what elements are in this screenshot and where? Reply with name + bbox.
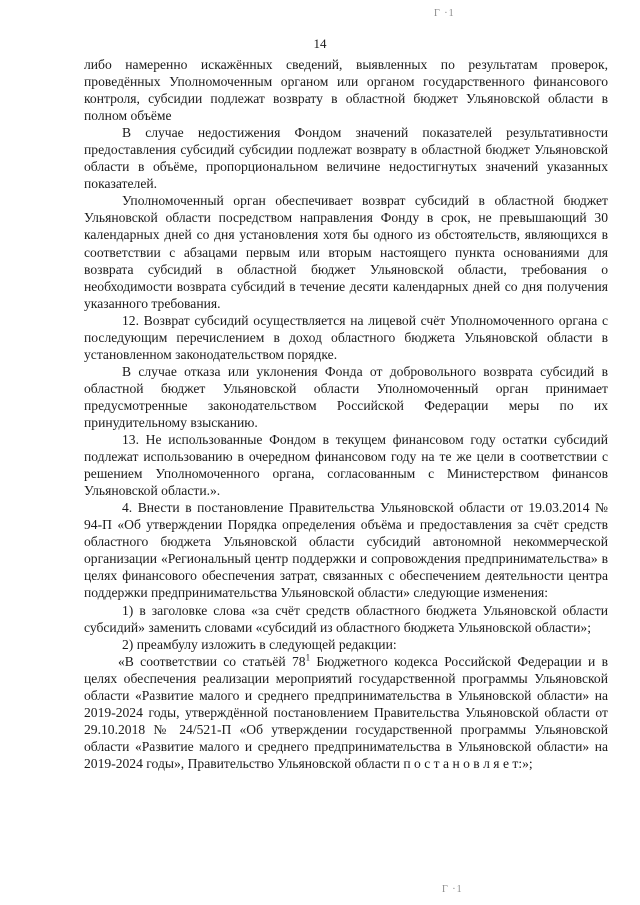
paragraph-item-13: 13. Не использованные Фондом в текущем финансовом году остатки субсидий подлежат использованию в очередном финансовом году на те же цели в соответствии с решением Уполномоченного органа, согласованным с Министерством финансов Ульяновской области.». bbox=[84, 432, 608, 499]
paragraph-preamble bbox=[84, 653, 608, 772]
paragraph-continuation: либо намеренно искажённых сведений, выявленных по результатам проверок, проведённых Уполномоченным органом или органом государственного финансового контроля, субсидии подлежат возврату в областной бюджет Ульяновской области в полном объёме bbox=[84, 57, 608, 124]
scan-mark-top: Г ·1 bbox=[434, 8, 455, 19]
paragraph-amendment-1: 1) в заголовке слова «за счёт средств областного бюджета Ульяновской области субсидий» заменить словами «субсидий из областного бюджета Ульяновской области»; bbox=[84, 602, 608, 635]
scan-mark-bottom: Г ·1 bbox=[442, 884, 463, 895]
preamble-start: «В соответствии со статьёй 78 bbox=[118, 653, 306, 669]
paragraph-refusal: В случае отказа или уклонения Фонда от добровольного возврата субсидий в областной бюджет Ульяновской области Уполномоченный орган принимает предусмотренные законодательством Российской Федерации меры по их принудительному взысканию. bbox=[84, 363, 608, 430]
paragraph-return-requirement: Уполномоченный орган обеспечивает возврат субсидий в областной бюджет Ульяновской области посредством направления Фонду в срок, не превышающий 30 календарных дней со дня установления хотя бы одного из обстоятельств, являющихся в соответствии с абзацами первым или вторым настоящего пункта основаниями для возврата субсидий в областной бюджет Ульяновской области, требования о необходимости возврата субсидий в течение десяти календарных дней со дня получения указанного требования. bbox=[84, 193, 608, 311]
paragraph-performance-return: В случае недостижения Фондом значений показателей результативности предоставления субсидий субсидии подлежат возврату в областной бюджет Ульяновской области в объёме, пропорциональном величине недостигнутых значений указанных показателей. bbox=[84, 125, 608, 192]
page-number: 14 bbox=[313, 36, 327, 51]
paragraph-item-12: 12. Возврат субсидий осуществляется на лицевой счёт Уполномоченного органа с последующим перечислением в доход областного бюджета Ульяновской области в установленном законодательством порядке. bbox=[84, 312, 608, 362]
paragraph-amendment-2: 2) преамбулу изложить в следующей редакции: bbox=[122, 636, 397, 652]
document-body bbox=[84, 56, 608, 772]
preamble-rest: Бюджетного кодекса Российской Федерации и в целях обеспечения реализации мероприятий государственной программы Ульяновской области «Развитие малого и среднего предпринимательства в Ульяновской области» на 2019-2024 годы, утверждённой постановлением Правительства Ульяновской области от 29.10.2018 № 24/521-П «Об утверждении государственной программы Ульяновской области «Развитие малого и среднего предпринимательства в Ульяновской области» на 2019-2024 годы», Правительство Ульяновской области п о с т а н о в л я е т:»; bbox=[84, 653, 608, 771]
article-superscript: 1 bbox=[305, 652, 311, 663]
paragraph-item-4: 4. Внести в постановление Правительства Ульяновской области от 19.03.2014 № 94-П «Об утверждении Порядка определения объёма и предоставления за счёт средств областного бюджета Ульяновской области субсидий автономной некоммерческой организации «Региональный центр поддержки и сопровождения предпринимательства» в целях финансового обеспечения затрат, связанных с обеспечением деятельности центра поддержки предпринимательства Ульяновской области» следующие изменения: bbox=[84, 500, 608, 601]
